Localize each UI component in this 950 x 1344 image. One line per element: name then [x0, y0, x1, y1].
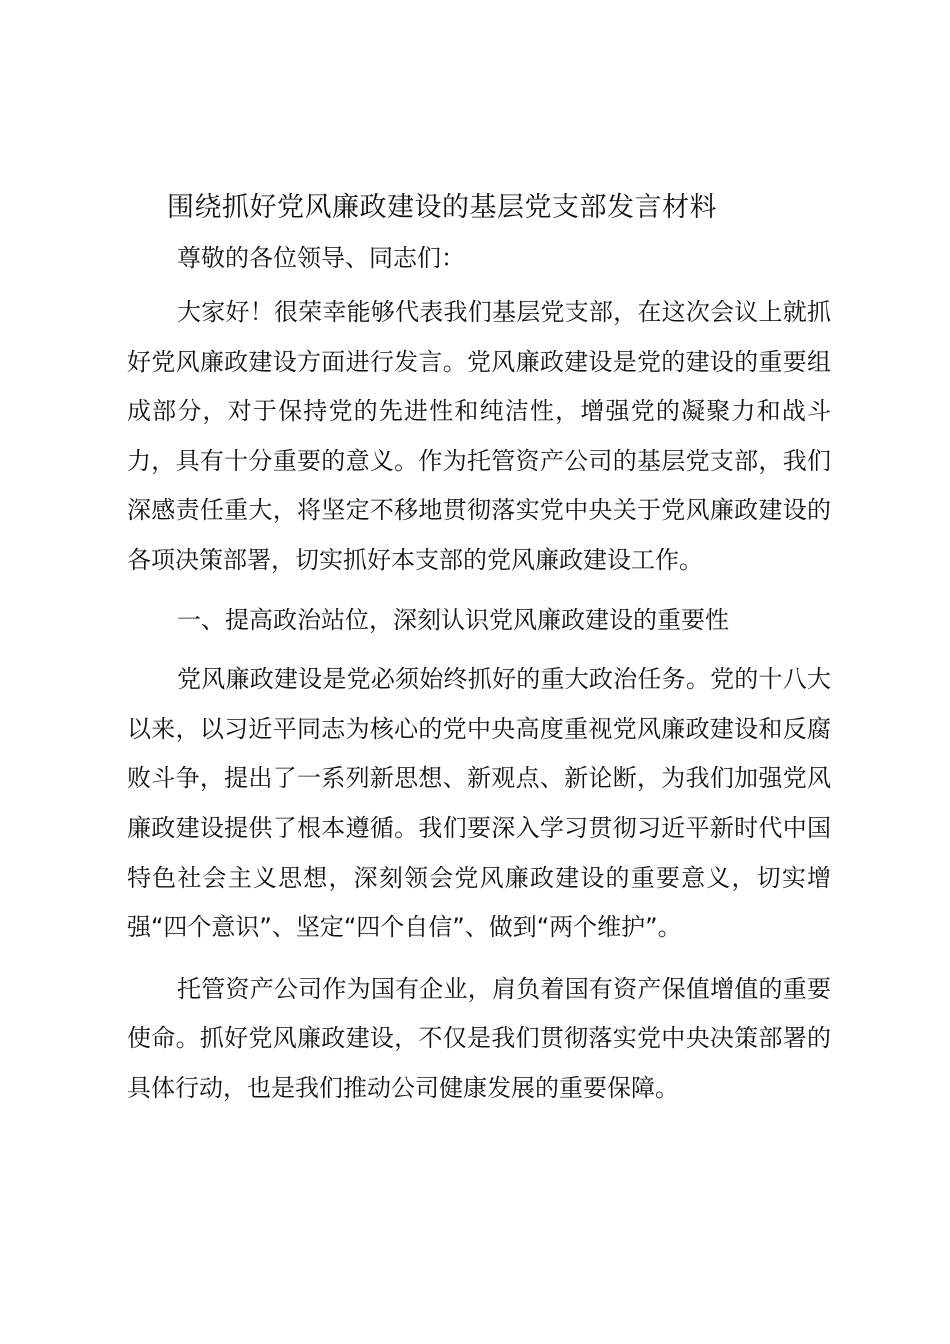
paragraph-company-mission: 托管资产公司作为国有企业，肩负着国有资产保值增值的重要使命。抓好党风廉政建设，不仅是我们贯彻落实党中央决策部署的具体行动，也是我们推动公司健康发展的重要保障。: [127, 974, 831, 1102]
paragraph-political-task: 党风廉政建设是党必须始终抓好的重大政治任务。党的十八大以来，以习近平同志为核心的党中央高度重视党风廉政建设和反腐败斗争，提出了一系列新思想、新观点、新论断，为我们加强党风廉政建设提供了根本遵循。我们要深入学习贯彻习近平新时代中国特色社会主义思想，深刻领会党风廉政建设的重要意义，切实增强“四个意识”、坚定“四个自信”、做到“两个维护”。: [127, 665, 831, 942]
document-body: [127, 183, 831, 1114]
section-heading: 一、提高政治站位，深刻认识党风廉政建设的重要性: [177, 605, 729, 634]
salutation: 尊敬的各位领导、同志们：: [177, 244, 465, 272]
paragraph-opening: 大家好！很荣幸能够代表我们基层党支部，在这次会议上就抓好党风廉政建设方面进行发言。党风廉政建设是党的建设的重要组成部分，对于保持党的先进性和纯洁性，增强党的凝聚力和战斗力，具有十分重要的意义。作为托管资产公司的基层党支部，我们深感责任重大，将坚定不移地贯彻落实党中央关于党风廉政建设的各项决策部署，切实抓好本支部的党风廉政建设工作。: [127, 298, 831, 574]
document-title: 围绕抓好党风廉政建设的基层党支部发言材料: [167, 192, 717, 223]
